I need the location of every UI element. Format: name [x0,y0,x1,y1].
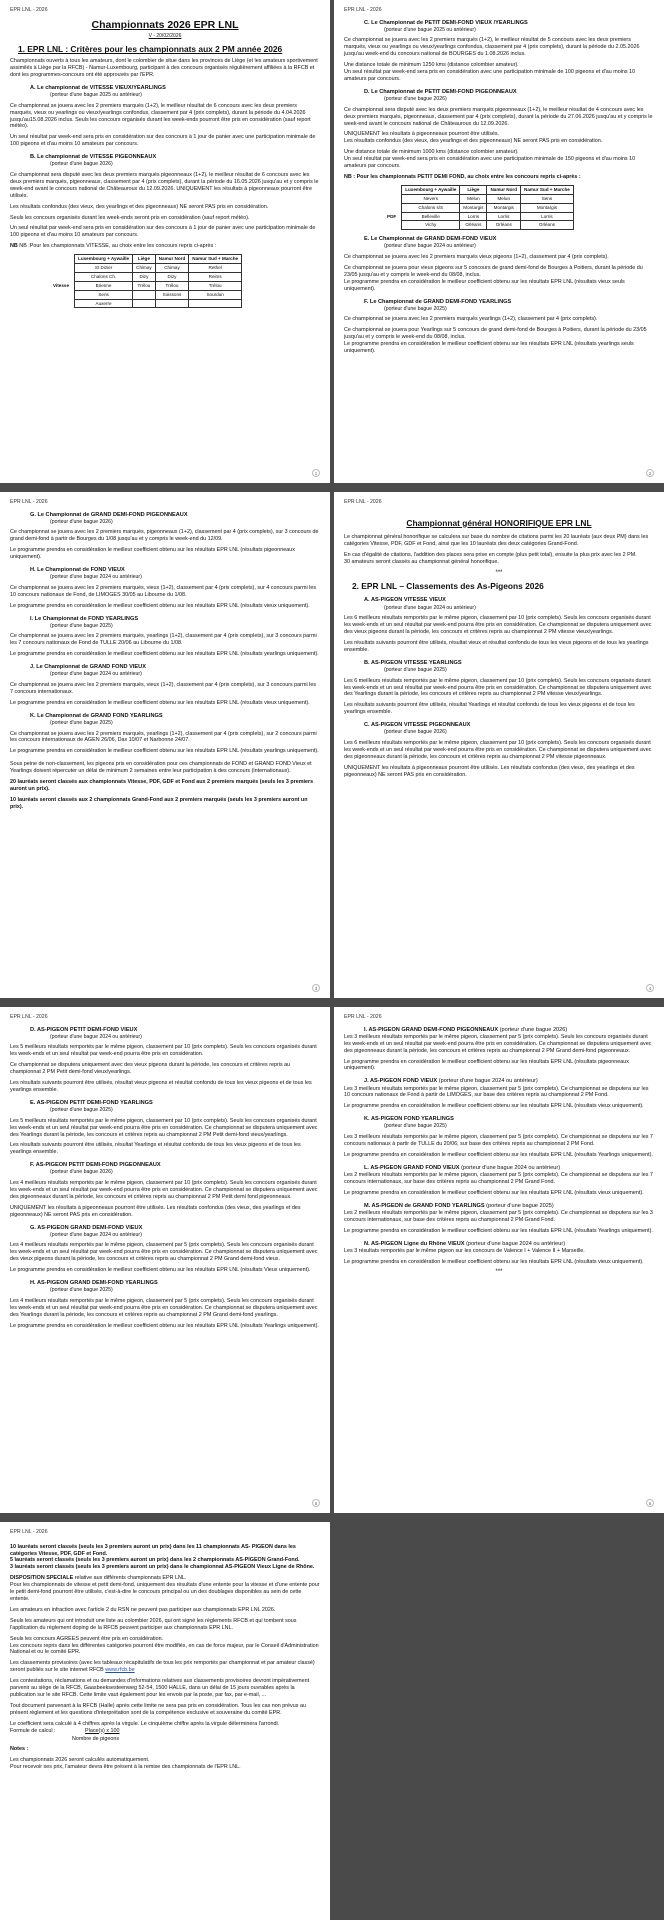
document-page-4 [334,492,664,998]
table-cell: Lorris [521,212,574,221]
subheading: (porteur d'une bague 2026) [50,161,113,168]
heading: E. AS-PIGEON PETIT DEMI-FOND YEARLINGS [30,1099,153,1106]
table-cell: Chimay [155,264,189,273]
honorific-title: Championnat général HONORIFIQUE EPR LNL [406,517,592,528]
table-cell: Chalons Ch. [75,272,133,281]
paragraph: Les 3 résultats remportés par le même pigeon sur les concours de Valence I + Valence II + Marseille. [344,1247,585,1254]
paragraph: Ce championnat se jouera avec les 2 premiers marqués, vieux (1+2), classement par 4 (prix complets), sur 4 concours parmi les 10 concours nationaux de Fond, de LIMOGES 30/05 au Libourne du 1/08. [10,584,317,598]
paragraph: Seuls les amateurs qui ont introduit une liste au colombier 2026, qui ont signé les règlements RFCB et qui tombent sous l'application du règlement doping de la RFCB peuvent participer aux championnats EPR LNL. [10,1617,297,1631]
paragraph: Les 6 meilleurs résultats remportés par le même pigeon, classement par 10 (prix complets). Seuls les concours organisés durant les week-ends et un seul résultat par week-end pourra être pris en considération. Ce championnat se disputera uniquement avec des vieux pigeons durant la période, les concours et critères repris au championnat 2 PM vitesse vieux/yearlings. [344,615,652,636]
table-cell: Nevers [402,194,460,203]
table-row [50,264,242,273]
calculation-formula: Le coefficient sera calculé à 4 chiffres après la virgule. Le cinquième chiffre après la virgule déterminera l'arrondi. Formule de calcul : Place(s) x 100 [10,1720,280,1734]
subheading: (porteur d'une bague 2025) [50,622,113,629]
column-header: Namur Sud + Marche [189,255,242,264]
paragraph: Le programme prendra en considération le meilleur coefficient obtenu sur les résultats EPR LNL (résultats yearlings uniquement). [10,651,319,658]
subheading: (porteur d'une bague 2025) [50,719,113,726]
document-page-2 [334,0,664,483]
paragraph: Le programme prendra en considération le meilleur coefficient obtenu sur les résultats EPR LNL (résultats Yearlings uniquement). [344,1151,653,1158]
paragraph: En cas d'égalité de citations, l'addition des places sera prise en compte (plus petit total), ensuite la plus prix avec les 2 PM. 30 amateurs seront classés au championnat général honorifique. [344,552,637,566]
paragraph: Les 5 meilleurs résultats remportés par le même pigeon, classement par 10 (prix complets). Seuls les concours organisés durant les week-ends et un seul résultat par week-end pourra être pris en considération. [10,1044,317,1058]
row-label [384,221,402,230]
paragraph: Ce championnat se jouera avec les 2 premiers marqués vieux pigeons (1+2), classement par 4 (prix complets). [344,254,609,261]
page-header: EPR LNL - 2026 [10,1529,48,1535]
column-header: Luxembourg + Aywaille [75,255,133,264]
table [50,254,242,308]
version-date: V - 20/02/2026 [148,33,182,40]
paragraph: Le programme prendra en considération le meilleur coefficient obtenu sur les résultats EPR LNL (résultats vieux uniquement). [344,1103,644,1110]
heading: J. AS-PIGEON FOND VIEUX (porteur d'une bague 2024 ou antérieur) [364,1078,538,1085]
table-cell: Chimay [133,264,156,273]
paragraph: Le programme prendra en considération le meilleur coefficient obtenu sur les résultats EPR LNL (résultats pigeonneaux uniquement). [344,1058,629,1072]
table-cell: Sens [521,194,574,203]
table-cell: Rethel [189,264,242,273]
paragraph: Les amateurs en infraction avec l'article 2 du RSN ne peuvent pas participer aux championnats EPR LNL 2026. [10,1606,276,1613]
heading: C. AS-PIGEON VITESSE PIGEONNEAUX [364,722,471,729]
heading: J. Le Championnat de GRAND FOND VIEUX [30,664,146,671]
page-number: 2 [646,469,654,477]
page-number: 4 [646,984,654,992]
notes-label: Notes : [10,1746,29,1753]
subheading: (porteur d'une bague 2024 ou antérieur) [50,1033,142,1040]
subheading: (porteur d'une bague 2025 ou antérieur) [50,92,142,99]
paragraph: Un seul résultat par week-end sera pris en considération sur des concours à 1 jour de panier avec une participation minimale de 100 pigeons et d'au moins 10 amateurs par concours. [10,225,316,239]
heading: I. Le Championnat de FOND YEARLINGS [30,615,139,622]
heading: H. AS-PIGEON GRAND DEMI-FOND YEARLINGS [30,1280,158,1287]
page-header: EPR LNL - 2026 [344,1014,382,1020]
page-number: 5 [312,1499,320,1507]
heading: C. Le Championnat de PETIT DEMI-FOND VIEUX /YEARLINGS [364,19,528,26]
table-cell: Dizy [133,272,156,281]
paragraph: Ce championnat sera disputé avec les deux premiers marqués pigeonneaux (1+2), le meilleur résultat de 6 concours avec les deux premiers marqués, pigeonneaux, classement par 4 (prix complets), durant la période du 16.05.2026 jusqu'au et y compris le week-end avant le concours national de Châteauroux du 12.09.2026. UNIQUEMENT les résultats à pigeonneaux pourront être utilisés. [10,172,319,199]
document-page-5 [0,1007,330,1513]
table-cell: Sens [75,290,133,299]
heading: K. Le Championnat de GRAND FOND YEARLINGS [30,712,163,719]
table-cell: Lorris [460,212,487,221]
page-number: 6 [646,1499,654,1507]
paragraph: UNIQUEMENT les résultats à pigeonneaux pourront être utilisés. Les résultats confondus (des vieux, des yearlings et des pigeonneaux) NE seront PAS pris en considération. [344,131,603,145]
table-row [50,290,242,299]
column-header: Namur Nord [155,255,189,264]
paragraph: Les 3 meilleurs résultats remportés par le même pigeon, classement par 5 (prix complets). Seuls les concours organisés durant les week-ends et un seul résultat par week-end pourra être pris en considération. Ce championnat se disputera uniquement avec des pigeonneaux durant la période, les concours et critères repris au championnat 2 PM Grand demi-fond pigeonneaux. [344,1033,652,1054]
heading: I. AS-PIGEON GRAND DEMI-FOND PIGEONNEAUX (porteur d'une bague 2026) [364,1026,568,1033]
heading: G. Le Championnat de GRAND DEMI-FOND PIGEONNEAUX [30,511,188,518]
table-cell: Vichy [402,221,460,230]
subheading: (porteur d'une bague 2024 ou antérieur) [384,604,476,611]
paragraph: Les résultats suivants pourront être utilisés, résultat Yearlings et résultat confondu de tous les vieux pigeons et de tous les yearlings ensemble. [344,702,635,716]
paragraph: Le programme prendra en considération le meilleur coefficient obtenu sur les résultats EPR LNL (résultats pigeonneaux uniquement). [10,547,295,561]
paragraph: Sous peine de non-classement, les pigeons pris en considération pour ces championnats de FOND et GRAND FOND Vieux et Yearlings doivent répercuter un délai de minimum 2 semaines entre leur participation à des concours (internationaux). [10,761,312,775]
table-cell: Montargis [460,203,487,212]
table-row [384,194,573,203]
subheading: (porteur d'une bague 2026) [50,518,113,525]
paragraph: Les 3 meilleurs résultats remportés par le même pigeon, classement par 5 (prix complets). Ce championnat se disputera sur les 7 concours nationaux à partir de TULLE du 20/06, sur base des critères repris au championnat 2 PM Fond. [344,1134,653,1147]
subheading: (porteur d'une bague 2025) [384,666,447,673]
subheading: (porteur d'une bague 2026) [50,1169,113,1176]
heading: D. AS-PIGEON PETIT DEMI-FOND VIEUX [30,1026,138,1033]
paragraph: Ce championnat sera disputé avec les deux premiers marqués pigeonneaux (1+2), le meilleur résultat de 4 concours avec les deux premiers marqués, pigeonneaux, classement par 4 (prix complets), durant la période du 27.06.2026 jusqu'au et y compris le week-end avant le concours national de Châteauroux du 12.09.2026. [344,106,653,127]
subheading: (porteur d'une bague 2025) [50,1107,113,1114]
column-header: Namur Nord [487,185,521,194]
table-cell: St Dizier [75,264,133,273]
table-cell: Reims [189,272,242,281]
heading: E. Le Championnat de GRAND DEMI-FOND VIEUX [364,236,497,243]
table-cell: Melun [460,194,487,203]
page-header: EPR LNL - 2026 [10,499,48,505]
row-label [50,290,75,299]
paragraph: Les résultats confondus (des vieux, des yearlings et des pigeonneaux) NE seront PAS pris en considération. [10,203,269,210]
table-header-row [384,185,573,194]
intro-paragraph: Championnats ouverts à tous les amateurs, dont le colombier de situe dans les provinces de Liège (et les amateurs sportivement assimilés à Liège par la RFCB) - Namur-Luxembourg, participant à des concours organisés régulièrement affiliées à la RFCB et dont les programmes-concours ont été approuvés par l'EPR. [10,58,318,79]
separator: *** [495,1269,503,1276]
document-page-6 [334,1007,664,1513]
subheading: (porteur d'une bague 2024 ou antérieur) [50,1231,142,1238]
paragraph: Ce championnat se jouera avec les 2 premiers marqués (1+2), le meilleur résultat de 6 concours avec les deux premiers marqués, vieux ou yearlings ou vieux/yearlings confondus, classement par 4 (prix complets), durant la période du 4.04.2026 jusqu'au15.08.2026 inclus. Seuls les concours organisés durant les week-ends pourront être pris en considération (sauf report météo). [10,102,311,130]
table-cell: Orléans [460,221,487,230]
column-header: Liège [133,255,156,264]
heading: F. Le Championnat de GRAND DEMI-FOND YEARLINGS [364,298,512,305]
formula-denominator: Nombre de pigeons [72,1735,120,1742]
subheading: (porteur d'une bague 2026) [384,96,447,103]
nb-note: NB NB :Pour les championnats VITESSE, au choix entre les concours repris ci-après : [10,243,217,250]
separator: *** [495,570,503,577]
paragraph: Seuls les concours organisés durant les week-ends seront pris en considération (sauf report météo). [10,214,250,221]
table-cell: Trélou [133,281,156,290]
paragraph: Le programme prendra en considération le meilleur coefficient obtenu sur les résultats EPR LNL (résultats Yearlings uniquement). [344,1227,653,1234]
heading: A. AS-PIGEON VITESSE VIEUX [364,597,446,604]
paragraph: Ce championnat se disputera uniquement avec des vieux pigeons durant la période, les concours et critères repris au championnat 2 PM Petit demi-fond vieux/yearlings. [10,1062,291,1076]
heading: N. AS-PIGEON Ligne du Rhône VIEUX (porteur d'une bague 2024 ou antérieur) [364,1240,566,1247]
page-header: EPR LNL - 2026 [10,1014,48,1020]
paragraph: UNIQUEMENT les résultats à pigeonneaux pourront être utilisés. Les résultats confondus (des vieux, des yearlings et des pigeonneaux) NE seront PAS pris en considération. [344,764,635,778]
paragraph: Les 6 meilleurs résultats remportés par le même pigeon, classement par 10 (prix complets). Seuls les concours organisés durant les week-ends et un seul résultat par week-end pourra être pris en considération. Ce championnat se disputera uniquement avec des Yearlings durant la période, les concours et critères repris au championnat 2 PM vitesse vieux/yearlings. [344,677,652,698]
table-row [50,272,242,281]
paragraph: Le programme prendra en considération le meilleur coefficient obtenu sur les résultats EPR LNL (résultats vieux uniquement). [10,602,310,609]
paragraph: Les classements provisoires (avec les tableaux récapitulatifs de tous les prix remportés par championnat et par amateur classé) seront publiés sur le site internet RFCB www.rfcb.be [10,1660,315,1674]
table-cell: Dizy [155,272,189,281]
paragraph: Les résultats suivants pourront être utilisés, résultat vieux et résultat confondu de tous les vieux pigeons et de tous les yearlings ensemble. [344,639,649,653]
subheading: (porteur d'une bague 2025) [384,1123,447,1130]
row-label [50,299,75,308]
paragraph: Tout document parvenant à la RFCB (Halle) après cette limite ne sera pas pris en considération. Tous les cas non prévus au présent règlement et les questions d'interprétation sont de la compétence exclusive et souveraine du comité EPR. [10,1702,306,1716]
paragraph: Ce championnat se jouera avec les 2 premiers marqués (1+2), le meilleur résultat de 5 concours avec les deux premiers marqués, vieux ou yearlings ou vieux/yearlings confondus, classement par 4 (prix complets), durant la période du 2.05.2026 jusqu'au week-end du concours national de BOURGES du 1.08.2026 inclus. [344,37,640,58]
paragraph: Les 6 meilleurs résultats remportés par le même pigeon, classement par 10 (prix complets). Seuls les concours organisés durant les week-ends et un seul résultat par week-end pourra être pris en considération. Ce championnat se disputera uniquement avec des pigeonneaux durant la période, les concours et critères repris au championnat 2 PM vitesse pigeonneaux. [344,739,652,760]
table-cell: Montargis [487,203,521,212]
paragraph: Le programme prendra en considération le meilleur coefficient obtenu sur les résultats EPR LNL (résultats vieux uniquement). [10,699,310,706]
subheading: (porteur d'une bague 2025) [384,305,447,312]
subheading: (porteur d'une bague 2025 ou antérieur) [384,26,476,33]
paragraph: Ce championnat se jouera pour vieux pigeons sur 5 concours de grand demi-fond de Bourges à Poitiers, durant la période du 23/05 jusqu'au et y compris le week-end du 08/08, inclus. Le programme prendra en considération le meilleur coefficient obtenu sur les résultats EPR LNL (résultats vieux seuls uniquement). [344,264,643,292]
paragraph: Les 4 meilleurs résultats remportés par le même pigeon, classement par 5 (prix complets). Seuls les concours organisés durant les week-ends et un seul résultat par week-end pourra être pris en considération. Ce championnat se disputera uniquement avec des Yearlings durant la période, les concours et critères repris au championnat 2 PM Grand demi-fond yearlings. [10,1297,318,1318]
paragraph: Le programme prendra en considération le meilleur coefficient obtenu sur les résultats EPR LNL (résultats yearlings uniquement). [10,748,319,755]
table-cell [155,299,189,308]
heading: B. AS-PIGEON VITESSE YEARLINGS [364,659,462,666]
paragraph: UNIQUEMENT les résultats à pigeonneaux pourront être utilisés. Les résultats confondus (des vieux, des yearlings et des pigeonneaux) NE seront PAS pris en considération. [10,1204,301,1218]
paragraph: Les 2 meilleurs résultats remportés par le même pigeon, classement par 5 (prix complets). Ce championnat se disputera sur les 7 concours internationaux, sur base des critères repris au championnat 2 PM Grand Fond. [344,1171,653,1185]
table-row [384,212,573,221]
row-label: PDF [387,213,397,219]
paragraph: Seuls les concours AGREES peuvent être pris en considération. Les concours repris dans les différentes catégories pourront être modifiés, en cas de force majeur, par le Conseil d'Administration National et ou le comité EPR. [10,1635,319,1656]
laureates-note: 10 lauréats seront classés aux 2 championnats Grand-Fond aux 2 premiers marqués (seuls les 3 premiers auront un prix). [10,796,308,810]
subheading: (porteur d'une bague 2024 ou antérieur) [384,243,476,250]
table [384,185,574,230]
table-cell: Orléans [521,221,574,230]
laureates-note: 20 lauréats seront classés aux championnats Vitesse, PDF, GDF et Fond aux 2 premiers marqués (seuls les 3 premiers auront un prix). [10,779,314,792]
paragraph: Les 4 meilleurs résultats remportés par le même pigeon, classement par 5 (prix complets). Seuls les concours organisés durant les week-ends et un seul résultat par week-end pourra être pris en considération. Ce championnat se disputera uniquement avec des vieux pigeons durant la période, les concours et critères repris au championnat 2 PM Grand demi-fond vieux. [10,1242,318,1263]
row-label [50,272,75,281]
heading: F. AS-PIGEON PETIT DEMI-FOND PIGEONNEAUX [30,1162,161,1169]
paragraph: Les 5 meilleurs résultats remportés par le même pigeon, classement par 10 (prix complets). Seuls les concours organisés durant les week-ends et un seul résultat par week-end pourra être pris en considération. Ce championnat se disputera uniquement avec des Yearlings durant la période, les concours et critères repris au championnat 2 PM Petit demi-fond vieux/yearlings. [10,1117,318,1138]
paragraph: Une distance totale de minimum 1000 kms (distance colombier amateur). Un seul résultat par week-end sera pris en considération avec une participation minimale de 150 pigeons et d'au moins 10 amateurs par concours. [344,149,636,170]
nb-note: NB : Pour les championnats PETIT DEMI FOND, au choix entre les concours repris ci-après : [344,173,581,180]
special-disposition: DISPOSITION SPECIALE relative aux différents championnats EPR LNL. Pour les championnats de vitesse et petit demi-fond, uniquement des résultats d'une entente pour la vitesse et d'une entente pour le petit demi-fond pourront être utilisés, c'est-à-dire le concours principal ou un des doublages disponibles au sein de cette entente. [10,1575,320,1602]
page-header: EPR LNL - 2026 [344,499,382,505]
paragraph: Ce championnat se jouera avec les 2 premiers marqués, vieux (1+2), classement par 4 (prix complets), sur 3 concours parmi les 7 concours internationaux. [10,681,317,695]
document-page-1 [0,0,330,483]
paragraph: Un seul résultat par week-end sera pris en considération sur des concours à 1 jour de panier avec une participation minimale de 100 pigeons et d'au moins 10 amateurs par concours. [10,134,316,148]
paragraph: Les 4 meilleurs résultats remportés par le même pigeon, classement par 10 (prix complets). Seuls les concours organisés durant les week-ends et un seul résultat par week-end pourra être pris en considération. Ce championnat se disputera uniquement avec des pigeonneaux durant la période, les concours et critères repris au championnat 2 PM Petit demi fond pigeonneaux. [10,1180,318,1200]
table-cell: Melun [487,194,521,203]
paragraph: Ce championnat se jouera avec les 2 premiers marqués, yearlings (1+2), classement par 4 (prix complets), sur 3 concours parmi les 7 concours nationaux de Fond de TULLE 20/06 au Libourne du 1/08. [10,633,317,647]
heading: G. AS-PIGEON GRAND DEMI-FOND VIEUX [30,1224,143,1231]
section-1-heading: 1. EPR LNL : Critères pour les championnats aux 2 PM année 2026 [18,44,283,55]
heading: K. AS-PIGEON FOND YEARLINGS [364,1116,454,1123]
table-cell: Soissons [155,290,189,299]
heading-vitesse-pigeonneaux: B. Le championnat de VITESSE PIGEONNEAUX [30,154,157,161]
section-2-heading: 2. EPR LNL – Classements des As-Pigeons 2026 [352,580,544,591]
paragraph: Le programme prendra en considération le meilleur coefficient obtenu sur les résultats EPR LNL (résultats Yearlings uniquement). [10,1322,319,1329]
paragraph: Une distance totale de minimum 1250 kms (distance colombier amateur). Un seul résultat par week-end sera pris en considération avec une participation minimale de 100 pigeons et d'au moins 10 amateurs par concours. [344,62,636,82]
page-header: EPR LNL - 2026 [344,7,382,13]
table-cell [133,290,156,299]
subheading: (porteur d'une bague 2024 ou antérieur) [50,671,142,678]
table-corner [384,185,402,194]
paragraph: Le championnat général honorifique se calculera sur base du nombre de citations parmi les 20 lauréats (aux deux PM) dans les catégories Vitesse, PDF, GDF et Fond, ainsi que les 10 lauréats des deux catégories Grand-Fond. [344,534,649,548]
table-cell: Sourdun [189,290,242,299]
subheading: (porteur d'une bague 2024 ou antérieur) [50,574,142,581]
paragraph: Les résultats suivants pourront être utilisés, résultat Yearlings et résultat confondu de tous les vieux pigeons et de tous les yearlings ensemble. [10,1142,301,1156]
page-number: 1 [312,469,320,477]
paragraph: Les contestations, réclamations et ou demandes d'informations relatives aux classements provisoires devront impérativement parvenir au siège de la RFCB, Gaasbeeksesteenweg 52-54, 1500 HALLE, dans un délai de 15 jours ouvrables après la publication sur le site RFCB. Cette limite vaut également pour les envois par la poste, par fax, par e-mail, ... [10,1678,310,1698]
column-header: Liège [460,185,487,194]
table-cell: Chalons s/S [402,203,460,212]
table-cell: Trélou [189,281,242,290]
table-cell: Brienne [75,281,133,290]
rfcb-website-link[interactable]: www.rfcb.be [105,1667,135,1674]
paragraph: Ce championnat se jouera avec les 2 premiers marqués yearlings (1+2), classement par 4 (prix complets). [344,316,598,323]
column-header: Namur Sud + Marche [521,185,574,194]
paragraph: Ce championnat se jouera avec les 2 premiers marqués, pigeonneaux (1+2), classement par 4 (prix complets), sur 3 concours de grand demi-fond à partir de Bourges du 1/08 jusqu'au et y compris le week-end du 12/09. [10,529,319,543]
row-label: Vitesse [53,282,70,288]
table-cell: Auxerre [75,299,133,308]
table-cell: Orléans [487,221,521,230]
vitesse-table [50,254,320,308]
paragraph: Les résultats suivants pourront être utilisés, résultat vieux pigeons et résultat confondu de tous les vieux pigeons et de tous les yearlings ensemble. [10,1080,312,1093]
table-row [384,203,573,212]
subheading: (porteur d'une bague 2025) [50,1287,113,1294]
table-cell: Belleville [402,212,460,221]
heading-vitesse-vieux: A. Le championnat de VITESSE VIEUX/YEARLINGS [30,84,166,91]
heading: D. Le Championnat de PETIT DEMI-FOND PIGEONNEAUX [364,88,517,95]
paragraph: Ce championnat se jouera pour Yearlings sur 5 concours de grand demi-fond de Bourges à Poitiers, durant la période du 23/05 jusqu'au et y compris le week-end du 08/08, inclus. Le programme prendra en considération le meilleur coefficient obtenu sur les résultats EPR LNL (résultats yearlings seuls uniquement). [344,327,647,355]
paragraph: Le programme prendra en considération le meilleur coefficient obtenu sur les résultats EPR LNL (résultats vieux uniquement). [344,1258,644,1265]
table-cell [189,299,242,308]
document-page-7 [0,1522,330,1920]
paragraph: Les 2 meilleurs résultats remportés par le même pigeon, classement par 5 (prix complets). Ce championnat se disputera sur les 3 concours internationaux, sur base des critères repris au championnat 2 PM Grand Fond. [344,1209,653,1223]
heading: H. Le Championnat de FOND VIEUX [30,567,125,574]
pdf-table [384,185,654,230]
notes: Les championnats 2026 seront calculés automatiquement. Pour recevoir ses prix, l'amateur devra être présent à la remise des championnats de l'EPR LNL. [10,1757,241,1771]
document-title: Championnats 2026 EPR LNL [91,18,239,31]
paragraph: Le programme prendra en considération le meilleur coefficient obtenu sur les résultats EPR LNL (résultats Vieux uniquement). [10,1267,311,1274]
table-cell: Trélou [155,281,189,290]
paragraph: Les 3 meilleurs résultats remportés par le même pigeon, classement par 5 (prix complets). Ce championnat se disputera sur les 10 concours nationaux de Fond à partir de LIMOGES, sur base des critères repris au championnat 2 PM Fond. [344,1085,649,1099]
row-label [384,203,402,212]
page-header: EPR LNL - 2026 [10,7,48,13]
laureates-note: 10 lauréats seront classés (seuls les 3 premiers auront un prix) dans les 11 championnats AS- PIGEON dans les catégories Vitesse, PDF, GDF et Fond. 5 lauréats seront classés (seuls les 3 premiers auront un prix) dans les 2 championnats AS-PIGEON Grand-Fond. 3 lauréats seront classés (seuls les 3 premiers auront un prix) dans le championnat AS-PIGEON Vieux Ligne de Rhône. [10,1543,315,1571]
table-cell [133,299,156,308]
document-page-3 [0,492,330,998]
row-label [50,264,75,273]
row-label [384,194,402,203]
table-cell: Montargis [521,203,574,212]
heading: L. AS-PIGEON GRAND FOND VIEUX (porteur d'une bague 2024 ou antérieur) [364,1164,561,1171]
page-number: 3 [312,984,320,992]
table-header-row [50,255,242,264]
paragraph: Ce championnat se jouera avec les 2 premiers marqués, yearlings (1+2), classement par 4 (prix complets), sur 2 concours parmi les concours internationaux de AGEN 26/06, Dax 10/07 et Narbonne 24/07. [10,730,317,744]
table-row [384,221,573,230]
column-header: Luxembourg + Aywaille [402,185,460,194]
subheading: (porteur d'une bague 2026) [384,729,447,736]
paragraph: Le programme prendra en considération le meilleur coefficient obtenu sur les résultats EPR LNL (résultats vieux uniquement). [344,1189,644,1196]
table-corner [50,255,75,264]
table-row [50,299,242,308]
table-cell: Lorris [487,212,521,221]
table-row [50,281,242,290]
heading: M. AS-PIGEON de GRAND FOND YEARLINGS (porteur d'une bague 2025) [364,1202,554,1209]
